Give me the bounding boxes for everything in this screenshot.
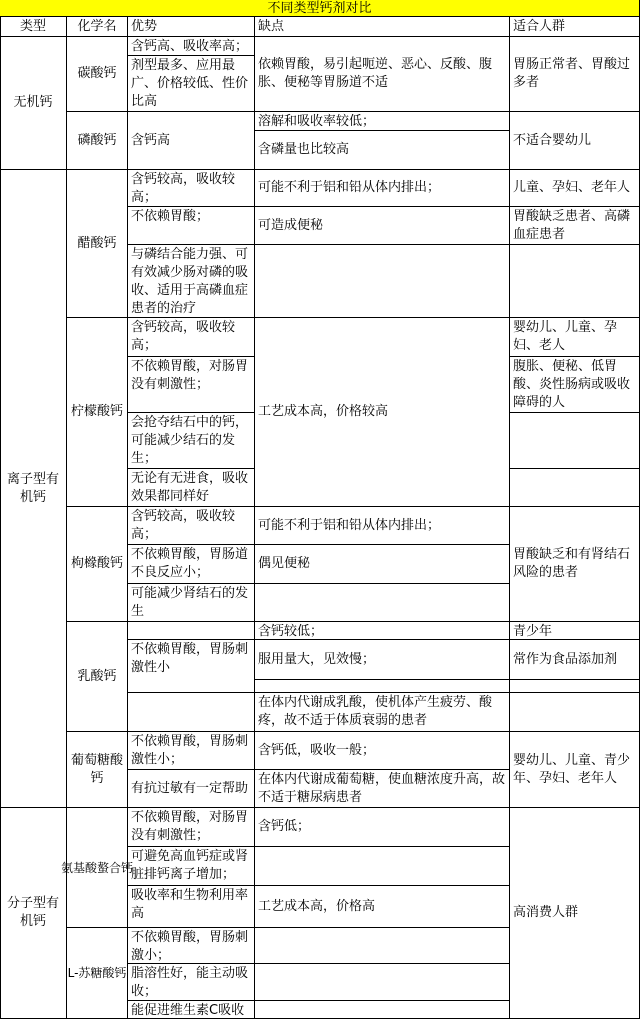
adv-malate-2: 不依赖胃酸，胃肠道不良反应小； — [128, 545, 255, 584]
people-acetate-empty — [510, 245, 640, 318]
name-calcium-citrate: 柠檬酸钙 — [67, 318, 128, 507]
header-advantage: 优势 — [128, 17, 255, 37]
type-inorganic: 无机钙 — [0, 37, 67, 170]
adv-carbonate-2: 剂型最多、应用最广、价格较低、性价比高 — [128, 56, 255, 112]
adv-citrate-3: 会抢夺结石中的钙，可能减少结石的发生； — [128, 413, 255, 469]
dis-threonate-empty-2 — [255, 964, 510, 1001]
dis-gluconate-1: 含钙低，吸收一般； — [255, 732, 510, 770]
adv-acetate-1: 含钙较高，吸收较高； — [128, 170, 255, 207]
people-lactate-2: 常作为食品添加剂 — [510, 640, 640, 680]
adv-carbonate-1: 含钙高、吸收率高； — [128, 37, 255, 56]
dis-malate-empty — [255, 584, 510, 622]
name-calcium-carbonate: 碳酸钙 — [67, 37, 128, 112]
header-type: 类型 — [0, 17, 67, 37]
name-calcium-phosphate: 磷酸钙 — [67, 112, 128, 170]
adv-citrate-1: 含钙较高，吸收较高； — [128, 318, 255, 357]
people-carbonate: 胃肠正常者、胃酸过多者 — [510, 37, 640, 112]
name-calcium-gluconate: 葡萄糖酸钙 — [67, 732, 128, 808]
name-calcium-malate: 枸橼酸钙 — [67, 507, 128, 622]
dis-malate-2: 偶见便秘 — [255, 545, 510, 584]
dis-acetate-1: 可能不利于铝和铅从体内排出； — [255, 170, 510, 207]
people-gluconate: 婴幼儿、儿童、青少年、孕妇、老年人 — [510, 732, 640, 808]
dis-amino-2: 工艺成本高，价格高 — [255, 886, 510, 928]
adv-gluconate-2: 有抗过敏有一定帮助 — [128, 770, 255, 808]
people-malate: 胃酸缺乏和有肾结石风险的患者 — [510, 507, 640, 622]
adv-gluconate-1: 不依赖胃酸，胃肠刺激性小； — [128, 732, 255, 770]
people-citrate-empty-2 — [510, 469, 640, 507]
dis-gluconate-2: 在体内代谢成葡萄糖，使血糖浓度升高，故不适于糖尿病患者 — [255, 770, 510, 808]
sheet-title: 不同类型钙剂对比 — [0, 0, 640, 17]
dis-carbonate: 依赖胃酸，易引起呃逆、恶心、反酸、腹胀、便秘等胃肠道不适 — [255, 37, 510, 112]
people-citrate-2: 腹胀、便秘、低胃酸、炎性肠病或吸收障碍的人 — [510, 357, 640, 413]
dis-acetate-2: 可造成便秘 — [255, 207, 510, 245]
adv-amino-1: 不依赖胃酸，对肠胃没有刺激性； — [128, 808, 255, 847]
adv-phosphate-1: 含钙高 — [128, 112, 255, 170]
dis-lactate-3: 在体内代谢成乳酸，使机体产生疲劳、酸疼，故不适于体质衰弱的患者 — [255, 693, 510, 732]
people-acetate-1: 儿童、孕妇、老年人 — [510, 170, 640, 207]
people-lactate-empty-2 — [510, 693, 640, 732]
dis-phosphate-2: 含磷量也比较高 — [255, 131, 510, 170]
dis-acetate-empty — [255, 245, 510, 318]
people-lactate-empty-1 — [510, 680, 640, 693]
dis-threonate-empty-1 — [255, 928, 510, 964]
adv-threonate-2: 脂溶性好，能主动吸收； — [128, 964, 255, 1001]
name-amino-acid-chelate: 氨基酸螯合钙 — [67, 808, 128, 928]
adv-malate-1: 含钙较高，吸收较高； — [128, 507, 255, 545]
people-citrate-empty-1 — [510, 413, 640, 469]
people-acetate-2: 胃酸缺乏患者、高磷血症患者 — [510, 207, 640, 245]
adv-lactate-empty-1 — [128, 622, 255, 640]
adv-citrate-4: 无论有无进食，吸收效果都同样好 — [128, 469, 255, 507]
adv-threonate-3: 能促进维生素C吸收 — [128, 1001, 255, 1019]
name-l-threonate: L-苏糖酸钙 — [67, 928, 128, 1019]
adv-acetate-2: 不依赖胃酸； — [128, 207, 255, 245]
adv-threonate-1: 不依赖胃酸，胃肠刺激小； — [128, 928, 255, 964]
people-lactate-1: 青少年 — [510, 622, 640, 640]
dis-lactate-empty — [255, 680, 510, 693]
people-citrate-1: 婴幼儿、儿童、孕妇、老人 — [510, 318, 640, 357]
dis-lactate-2: 服用量大，见效慢； — [255, 640, 510, 680]
type-molecular-organic: 分子型有机钙 — [0, 808, 67, 1019]
adv-amino-2: 可避免高血钙症或肾脏排钙离子增加； — [128, 847, 255, 886]
dis-amino-empty — [255, 847, 510, 886]
people-molecular: 高消费人群 — [510, 808, 640, 1019]
name-calcium-lactate: 乳酸钙 — [67, 622, 128, 732]
dis-lactate-1: 含钙较低； — [255, 622, 510, 640]
dis-phosphate-1: 溶解和吸收率较低； — [255, 112, 510, 131]
header-disadvantage: 缺点 — [255, 17, 510, 37]
dis-amino-1: 含钙低； — [255, 808, 510, 847]
dis-malate-1: 可能不利于铝和铅从体内排出； — [255, 507, 510, 545]
adv-malate-3: 可能减少肾结石的发生 — [128, 584, 255, 622]
header-name: 化学名 — [67, 17, 128, 37]
adv-lactate-empty-2 — [128, 693, 255, 732]
dis-citrate: 工艺成本高，价格较高 — [255, 318, 510, 507]
people-phosphate: 不适合婴幼儿 — [510, 112, 640, 170]
adv-lactate-1: 不依赖胃酸，胃肠刺激性小 — [128, 640, 255, 693]
dis-threonate-empty-3 — [255, 1001, 510, 1019]
type-ionic-organic: 离子型有机钙 — [0, 170, 67, 808]
header-suitable-people: 适合人群 — [510, 17, 640, 37]
adv-citrate-2: 不依赖胃酸，对肠胃没有刺激性； — [128, 357, 255, 413]
adv-amino-3: 吸收率和生物利用率高 — [128, 886, 255, 928]
adv-acetate-3: 与磷结合能力强、可有效减少肠对磷的吸收、适用于高磷血症患者的治疗 — [128, 245, 255, 318]
name-calcium-acetate: 醋酸钙 — [67, 170, 128, 318]
